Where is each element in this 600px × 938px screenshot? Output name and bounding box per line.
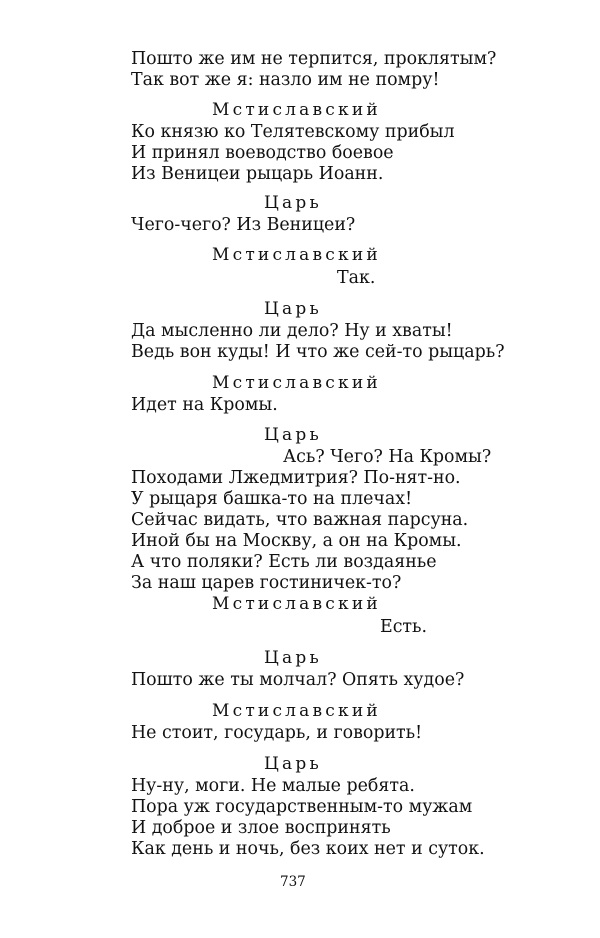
speaker-name: Царь [264,193,322,213]
speaker-name: Царь [264,425,322,445]
verse-line: Идет на Кромы. [131,395,278,415]
speaker-name: Мстиславский [212,373,381,393]
speaker-name: Мстиславский [212,100,381,120]
verse-line: Ко князю ко Телятевскому прибыл [131,122,455,142]
speaker-name: Мстиславский [212,245,381,265]
verse-line: И принял воеводство боевое [131,143,394,163]
speaker-name: Царь [264,754,322,774]
verse-line: Ну-ну, моги. Не малые ребята. [131,776,415,796]
verse-line: Пошто же им не терпится, проклятым? [131,49,497,69]
speaker-name: Мстиславский [212,594,381,614]
verse-line: И доброе и злое воспринять [131,818,391,838]
verse-line: Ась? Чего? На Кромы? [283,447,492,467]
page-number: 737 [280,874,306,890]
verse-line: Пошто же ты молчал? Опять худое? [131,670,465,690]
speaker-name: Мстиславский [212,701,381,721]
verse-line: Да мысленно ли дело? Ну и хваты! [131,321,453,341]
verse-line: Сейчас видать, что важная парсуна. [131,510,469,530]
verse-line: Ведь вон куды! И что же сей-то рыцарь? [131,342,505,362]
verse-line: Не стоит, государь, и говорить! [131,723,423,743]
verse-line: А что поляки? Есть ли воздаянье [131,552,437,572]
verse-line: Из Веницеи рыцарь Иоанн. [131,164,384,184]
speaker-name: Царь [264,648,322,668]
verse-line: Как день и ночь, без коих нет и суток. [131,839,485,859]
verse-line: Так вот же я: назло им не помру! [131,70,440,90]
verse-line: Так. [337,268,376,288]
verse-line: У рыцаря башка-то на плечах! [131,489,413,509]
verse-line: Есть. [380,617,428,637]
verse-line: За наш царев гостиничек-то? [131,573,402,593]
speaker-name: Царь [264,299,322,319]
verse-line: Чего-чего? Из Веницеи? [131,215,356,235]
verse-line: Иной бы на Москву, а он на Кромы. [131,531,462,551]
verse-line: Пора уж государственным-то мужам [131,797,473,817]
verse-line: Походами Лжедмитрия? По-нят-но. [131,468,461,488]
